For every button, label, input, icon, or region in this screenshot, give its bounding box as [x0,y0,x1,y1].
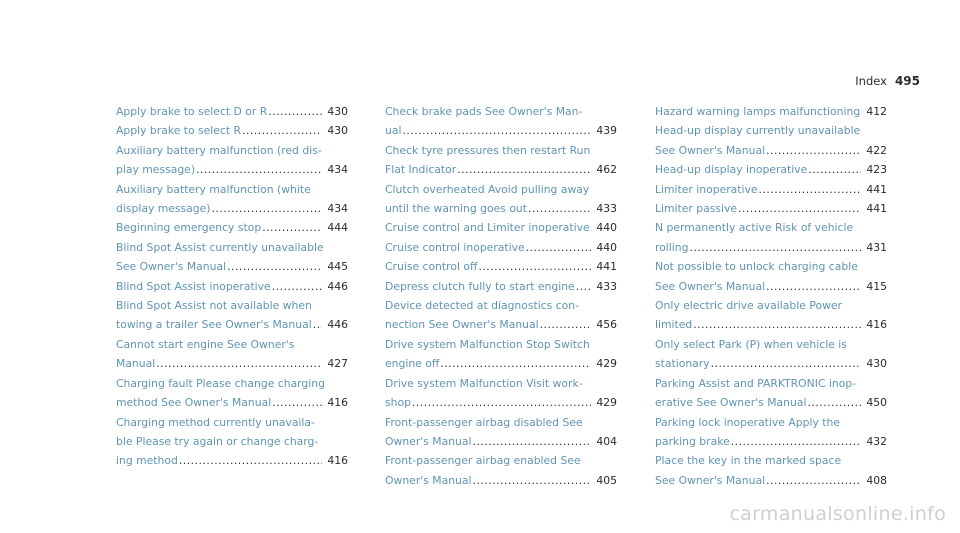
index-entry-line [116,354,348,373]
leader-dots [473,471,592,490]
entry-text[interactable]: Place the key in the marked space [655,454,842,468]
index-entry-line [116,238,348,257]
index-entry[interactable] [116,374,348,413]
entry-page-number[interactable]: 434 [327,163,348,177]
index-entry[interactable] [385,257,617,276]
index-entry-line [385,374,617,393]
entry-page-number[interactable]: 431 [866,240,887,254]
index-entry[interactable] [385,451,617,490]
index-entry-line [385,257,617,276]
index-entry[interactable] [385,277,617,296]
entry-page-number[interactable]: 429 [596,357,617,371]
page-header [855,74,920,88]
index-entry-line [655,141,887,160]
index-entry[interactable] [655,374,887,413]
leader-dots [576,277,592,296]
index-entry[interactable] [385,335,617,374]
entry-text[interactable]: Flat Indicator [385,163,457,177]
index-entry[interactable] [655,218,887,257]
entry-text[interactable]: Blind Spot Assist currently unavailable [116,240,324,254]
entry-page-number[interactable]: 434 [327,202,348,216]
leader-dots [179,451,323,470]
leader-dots [313,315,323,334]
index-entry-line [116,335,348,354]
index-entry-line [116,432,348,451]
entry-text[interactable]: method See Owner's Manual [116,396,272,410]
leader-dots [766,141,861,160]
leader-dots [268,102,322,121]
index-entry-line [655,354,887,373]
entry-text[interactable]: Cannot start engine See Owner's [116,337,295,351]
entry-page-number[interactable]: 433 [596,279,617,293]
leader-dots [528,199,591,218]
index-entry[interactable] [655,257,887,296]
entry-text[interactable]: Cruise control and Limiter inoperative [385,221,590,235]
index-entry[interactable] [116,296,348,335]
leader-dots [591,218,592,237]
index-entry-line [655,218,887,237]
index-entry[interactable] [655,121,887,160]
index-entry-line [655,393,887,412]
entry-page-number[interactable]: 427 [327,357,348,371]
entry-page-number[interactable]: 404 [596,434,617,448]
entry-text[interactable]: play message) [116,163,196,177]
entry-page-number[interactable]: 415 [866,279,887,293]
entry-text[interactable]: Limiter passive [655,202,738,216]
entry-page-number[interactable]: 422 [866,143,887,157]
entry-page-number[interactable]: 416 [866,318,887,332]
entry-text[interactable]: Auxiliary battery malfunction (white [116,182,311,196]
entry-text[interactable]: Depress clutch fully to start engine [385,279,575,293]
entry-text[interactable]: N permanently active Risk of vehicle [655,221,854,235]
entry-text[interactable]: Only electric drive available Power [655,299,842,313]
leader-dots [212,199,323,218]
entry-text[interactable]: Check brake pads See Owner's Man- [385,105,583,118]
index-entry-line [116,199,348,218]
index-entry-line [116,296,348,315]
index-entry[interactable] [385,218,617,237]
index-entry-line [655,451,887,470]
index-entry[interactable] [655,180,887,199]
index-entry[interactable] [116,121,348,140]
entry-text[interactable]: Clutch overheated Avoid pulling away [385,182,590,196]
index-entry[interactable] [116,277,348,296]
leader-dots [807,393,861,412]
entry-text[interactable]: Drive system Malfunction Visit work- [385,376,583,390]
index-entry[interactable] [655,451,887,490]
entry-text[interactable]: Front-passenger airbag enabled See [385,454,581,468]
entry-text[interactable]: Apply brake to select D or R [116,105,268,118]
index-entry-line [655,257,887,276]
entry-text[interactable]: Charging fault Please change charging [116,376,325,390]
index-column-2 [385,102,617,490]
index-entry-line [385,199,617,218]
entry-text[interactable]: Beginning emergency stop [116,221,262,235]
leader-dots [738,199,861,218]
entry-page-number[interactable]: 441 [866,182,887,196]
leader-dots [412,393,591,412]
entry-text[interactable]: Cruise control inoperative [385,240,525,254]
entry-text[interactable]: Limiter inoperative [655,182,758,196]
index-entry-line [655,160,887,179]
index-entry[interactable] [116,141,348,180]
leader-dots [242,121,322,140]
index-column-3 [655,102,887,490]
index-entry-line [385,315,617,334]
entry-page-number[interactable]: 439 [596,124,617,138]
index-entry-line [655,432,887,451]
entry-text[interactable]: Cruise control off [385,260,478,274]
entry-text[interactable]: Parking Assist and PARKTRONIC inop- [655,376,857,390]
leader-dots [766,471,861,490]
entry-text[interactable]: parking brake [655,434,730,448]
index-entry-line [385,277,617,296]
index-entry[interactable] [385,180,617,219]
entry-text[interactable]: Only select Park (P) when vehicle is [655,337,847,351]
index-entry-line [655,374,887,393]
leader-dots [478,257,591,276]
entry-text[interactable]: Drive system Malfunction Stop Switch [385,337,590,351]
index-entry-line [385,335,617,354]
entry-page-number[interactable]: 408 [866,473,887,487]
entry-page-number[interactable]: 416 [327,396,348,410]
entry-text[interactable]: See Owner's Manual [116,260,227,274]
entry-text[interactable]: ble Please try again or change charg- [116,434,319,448]
entry-page-number[interactable]: 446 [327,318,348,332]
index-entry-line [655,238,887,257]
entry-page-number[interactable]: 433 [596,202,617,216]
entry-text[interactable]: Charging method currently unavaila- [116,415,315,429]
index-entry[interactable] [385,374,617,413]
index-entry[interactable] [655,199,887,218]
entry-text[interactable]: ual [385,124,402,138]
index-entry-line [116,160,348,179]
index-entry-line [655,102,887,121]
entry-text[interactable]: Owner's Manual [385,473,472,487]
entry-text[interactable]: ing method [116,454,178,468]
leader-dots [156,354,322,373]
index-entry[interactable] [116,180,348,219]
index-entry-line [116,102,348,121]
entry-text[interactable]: Head-up display currently unavailable [655,124,861,138]
index-entry[interactable] [385,413,617,452]
index-entry[interactable] [655,296,887,335]
index-entry[interactable] [116,238,348,277]
index-entry[interactable] [116,335,348,374]
entry-page-number[interactable]: 430 [866,357,887,371]
entry-page-number[interactable]: 440 [596,221,617,235]
entry-page-number[interactable]: 441 [866,202,887,216]
index-entry-line [116,121,348,140]
leader-dots [196,160,322,179]
leader-dots [690,238,862,257]
entry-text[interactable]: Apply brake to select R [116,124,242,138]
leader-dots [808,160,861,179]
entry-text[interactable]: Blind Spot Assist inoperative [116,279,271,293]
index-entry-line [385,296,617,315]
leader-dots [693,315,861,334]
entry-text[interactable]: Not possible to unlock charging cable [655,260,858,274]
entry-text[interactable]: Blind Spot Assist not available when [116,299,312,313]
index-entry-line [116,257,348,276]
index-entry-line [385,393,617,412]
index-entry-line [385,180,617,199]
entry-page-number[interactable]: 416 [327,454,348,468]
leader-dots [711,354,862,373]
entry-page-number[interactable]: 430 [327,105,348,118]
entry-page-number[interactable]: 450 [866,396,887,410]
index-entry-line [385,413,617,432]
entry-page-number[interactable]: 423 [866,163,887,177]
index-entry[interactable] [655,102,887,121]
entry-text[interactable]: Head-up display inoperative [655,163,808,177]
index-entry-line [385,218,617,237]
index-entry-line [655,199,887,218]
entry-text[interactable]: See Owner's Manual [655,143,766,157]
index-entry-line [116,180,348,199]
leader-dots [731,432,862,451]
index-entry-line [385,432,617,451]
entry-page-number[interactable]: 432 [866,434,887,448]
entry-page-number[interactable]: 412 [866,105,887,118]
index-entry[interactable] [655,413,887,452]
index-entry[interactable] [655,335,887,374]
entry-text[interactable]: Hazard warning lamps malfunctioning [655,105,861,118]
index-entry-line [655,471,887,490]
index-entry-line [655,413,887,432]
entry-text[interactable]: rolling [655,240,689,254]
entry-page-number[interactable]: 462 [596,163,617,177]
entry-text[interactable]: engine off [385,357,440,371]
entry-text[interactable]: towing a trailer See Owner's Manual [116,318,312,332]
leader-dots [473,432,592,451]
entry-text[interactable]: Check tyre pressures then restart Run [385,143,591,157]
index-entry-line [116,141,348,160]
index-entry-line [385,141,617,160]
leader-dots [759,180,862,199]
index-entry[interactable] [655,160,887,179]
index-entry-line [655,180,887,199]
entry-text[interactable]: Auxiliary battery malfunction (red dis- [116,143,322,157]
entry-text[interactable]: Owner's Manual [385,434,472,448]
index-entry-line [116,413,348,432]
entry-text[interactable]: display message) [116,202,211,216]
index-entry[interactable] [116,218,348,237]
index-entry[interactable] [116,413,348,471]
index-entry-line [385,102,617,121]
entry-text[interactable]: shop [385,396,411,410]
index-entry-line [116,277,348,296]
entry-text[interactable]: Device detected at diagnostics con- [385,299,580,313]
page-number: 495 [894,74,920,88]
index-entry-line [655,121,887,140]
index-column-1 [116,102,348,471]
leader-dots [440,354,591,373]
leader-dots [766,277,861,296]
leader-dots [272,277,323,296]
leader-dots [262,218,322,237]
header-label: Index [855,74,887,88]
entry-page-number[interactable]: 445 [327,260,348,274]
entry-text[interactable]: nection See Owner's Manual [385,318,539,332]
entry-text[interactable]: Front-passenger airbag disabled See [385,415,583,429]
leader-dots [457,160,591,179]
index-entry[interactable] [116,102,348,121]
entry-text[interactable]: erative See Owner's Manual [655,396,807,410]
watermark: carmanualsonline.info [729,503,946,525]
index-entry-line [116,393,348,412]
entry-page-number[interactable]: 430 [327,124,348,138]
entry-page-number[interactable]: 446 [327,279,348,293]
index-entry-line [655,277,887,296]
entry-text[interactable]: limited [655,318,693,332]
entry-text[interactable]: See Owner's Manual [655,473,766,487]
index-entry[interactable] [385,102,617,141]
entry-page-number[interactable]: 456 [596,318,617,332]
entry-text[interactable]: Manual [116,357,156,371]
entry-text[interactable]: See Owner's Manual [655,279,766,293]
index-entry-line [385,160,617,179]
index-entry-line [385,121,617,140]
index-entry-line [116,315,348,334]
index-entry-line [385,451,617,470]
index-entry[interactable] [385,296,617,335]
leader-dots [272,393,322,412]
index-entry-line [385,471,617,490]
entry-page-number[interactable]: 441 [596,260,617,274]
entry-page-number[interactable]: 429 [596,396,617,410]
index-entry[interactable] [385,238,617,257]
entry-page-number[interactable]: 444 [327,221,348,235]
index-entry-line [655,315,887,334]
index-entry-line [116,218,348,237]
leader-dots [526,238,592,257]
leader-dots [227,257,322,276]
leader-dots [402,121,591,140]
entry-text[interactable]: Parking lock inoperative Apply the [655,415,841,429]
index-entry[interactable] [385,141,617,180]
index-entry-line [116,374,348,393]
entry-page-number[interactable]: 405 [596,473,617,487]
entry-text[interactable]: stationary [655,357,710,371]
entry-page-number[interactable]: 440 [596,240,617,254]
leader-dots [540,315,592,334]
entry-text[interactable]: until the warning goes out [385,202,528,216]
index-entry-line [655,335,887,354]
index-entry-line [385,354,617,373]
index-entry-line [655,296,887,315]
index-entry-line [385,238,617,257]
index-entry-line [116,451,348,470]
